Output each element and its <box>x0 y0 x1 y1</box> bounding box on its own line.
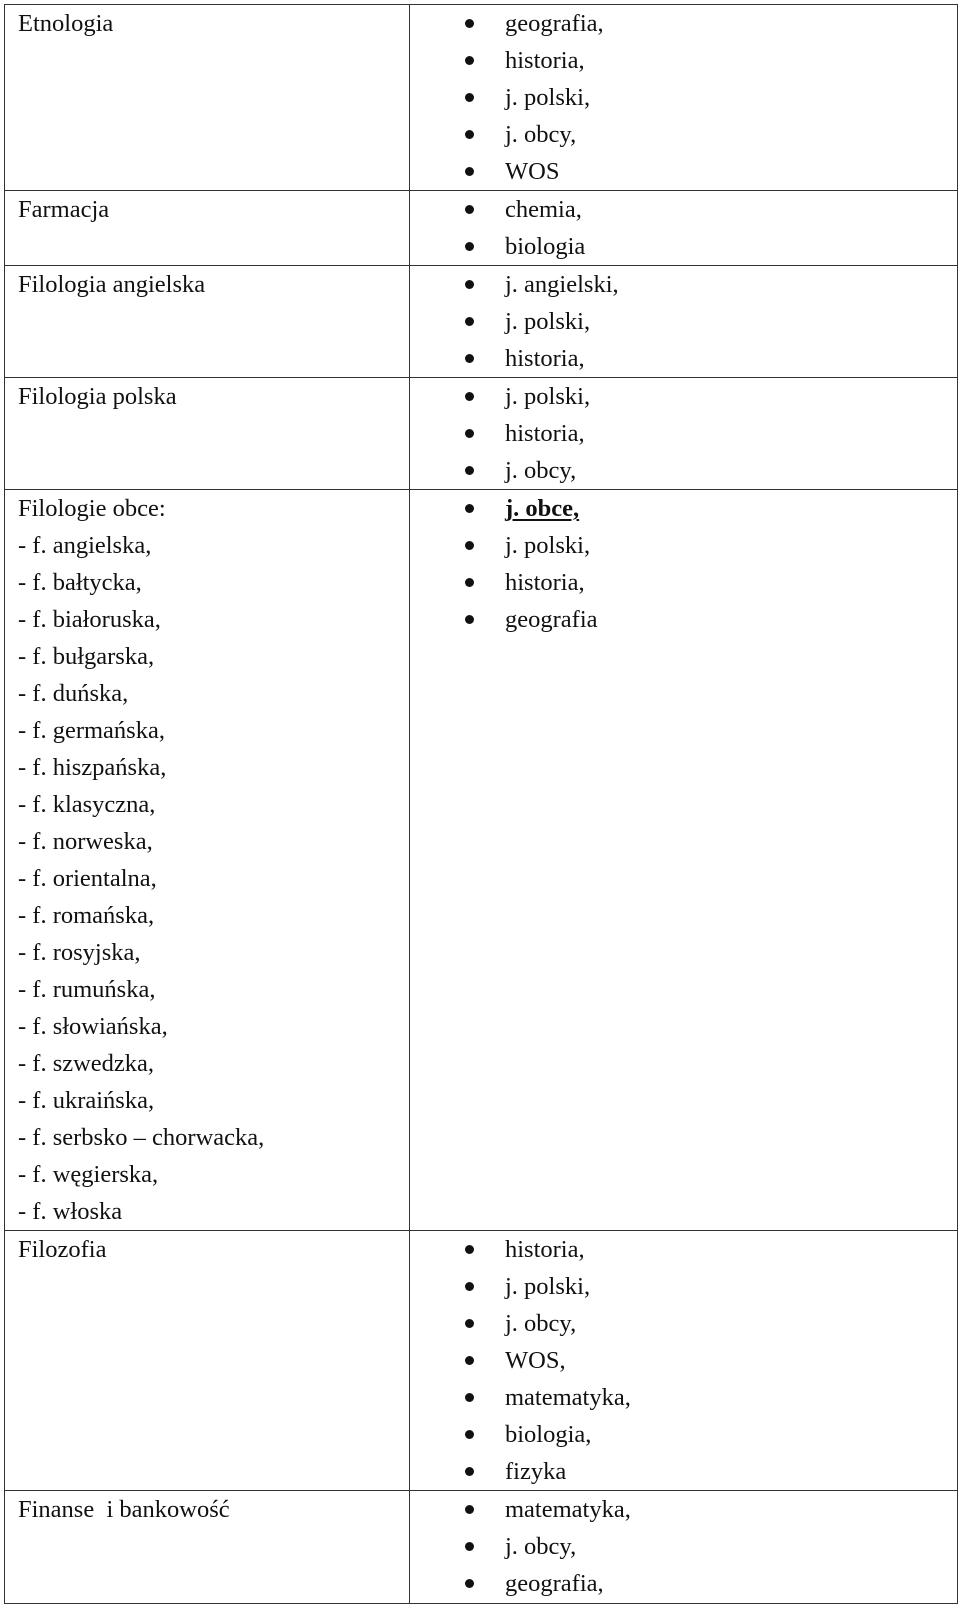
field-name: Farmacja <box>18 196 110 223</box>
subject-list <box>410 266 957 377</box>
subjects-cell <box>410 1231 958 1491</box>
subjects-cell <box>410 266 958 378</box>
field-name: Filologia polska <box>18 383 177 410</box>
field-name: Filologia angielska <box>18 271 206 298</box>
subjects-cell <box>410 1491 958 1604</box>
language-variant: - f. romańska, <box>18 902 155 929</box>
subject-item: fizyka <box>410 1453 957 1490</box>
language-variant: - f. norweska, <box>18 828 153 855</box>
subject-item: j. polski, <box>410 527 957 564</box>
language-variant: - f. białoruska, <box>18 606 161 633</box>
subject-list <box>410 1491 957 1602</box>
subject-item: j. polski, <box>410 79 957 116</box>
table-row <box>5 1231 958 1491</box>
field-of-study-cell <box>5 266 410 378</box>
subject-item: historia, <box>410 1231 957 1268</box>
field-of-study-cell <box>5 191 410 266</box>
subject-item: j. polski, <box>410 1268 957 1305</box>
language-variant: - f. duńska, <box>18 680 129 707</box>
field-name: Finanse i bankowość <box>18 1496 230 1523</box>
field-name: Filozofia <box>18 1236 107 1263</box>
subject-item: j. obcy, <box>410 1305 957 1342</box>
subject-item: chemia, <box>410 191 957 228</box>
subject-item: biologia, <box>410 1416 957 1453</box>
subject-item: geografia, <box>410 1565 957 1602</box>
field-name: Etnologia <box>18 10 114 37</box>
subject-item: j. obcy, <box>410 452 957 489</box>
subjects-cell <box>410 378 958 490</box>
subject-item: matematyka, <box>410 1379 957 1416</box>
field-of-study-cell <box>5 490 410 1231</box>
field-of-study-cell <box>5 5 410 191</box>
subject-item: j. polski, <box>410 303 957 340</box>
table-row <box>5 490 958 1231</box>
table-row <box>5 191 958 266</box>
subject-item: j. polski, <box>410 378 957 415</box>
subject-item: geografia, <box>410 5 957 42</box>
field-name: Filologie obce: <box>18 495 166 522</box>
subject-item: biologia <box>410 228 957 265</box>
subject-item: WOS <box>410 153 957 190</box>
subject-list <box>410 1231 957 1490</box>
language-variant: - f. rumuńska, <box>18 976 156 1003</box>
subject-item: geografia <box>410 601 957 638</box>
language-variant: - f. rosyjska, <box>18 939 141 966</box>
subjects-cell <box>410 5 958 191</box>
language-variant: - f. węgierska, <box>18 1161 159 1188</box>
field-of-study-cell <box>5 1491 410 1604</box>
language-variant: - f. bałtycka, <box>18 569 142 596</box>
language-variant: - f. bułgarska, <box>18 643 155 670</box>
language-variant: - f. szwedzka, <box>18 1050 155 1077</box>
field-of-study-cell <box>5 1231 410 1491</box>
subject-item: historia, <box>410 415 957 452</box>
subject-item: j. obcy, <box>410 116 957 153</box>
language-variant: - f. germańska, <box>18 717 165 744</box>
subject-item: j. angielski, <box>410 266 957 303</box>
subject-list <box>410 191 957 265</box>
language-variant: - f. ukraińska, <box>18 1087 155 1114</box>
subjects-table <box>4 4 958 1604</box>
table-row <box>5 266 958 378</box>
subjects-cell <box>410 191 958 266</box>
subjects-cell <box>410 490 958 1231</box>
subject-list <box>410 490 957 638</box>
language-variant: - f. słowiańska, <box>18 1013 168 1040</box>
language-variant: - f. orientalna, <box>18 865 157 892</box>
table-row <box>5 1491 958 1604</box>
field-of-study-cell <box>5 378 410 490</box>
table-row <box>5 378 958 490</box>
subject-item: historia, <box>410 42 957 79</box>
underlined-subject: j. obce, <box>505 495 580 522</box>
language-variant: - f. serbsko – chorwacka, <box>18 1124 265 1151</box>
language-variant: - f. klasyczna, <box>18 791 156 818</box>
language-variant: - f. hiszpańska, <box>18 754 167 781</box>
subject-item: j. obcy, <box>410 1528 957 1565</box>
table-row <box>5 5 958 191</box>
subject-list <box>410 5 957 190</box>
subject-list <box>410 378 957 489</box>
subject-item: matematyka, <box>410 1491 957 1528</box>
subject-item: historia, <box>410 564 957 601</box>
subject-item: WOS, <box>410 1342 957 1379</box>
language-variant: - f. włoska <box>18 1198 123 1225</box>
subject-item <box>410 490 957 527</box>
subject-item: historia, <box>410 340 957 377</box>
language-variant: - f. angielska, <box>18 532 152 559</box>
